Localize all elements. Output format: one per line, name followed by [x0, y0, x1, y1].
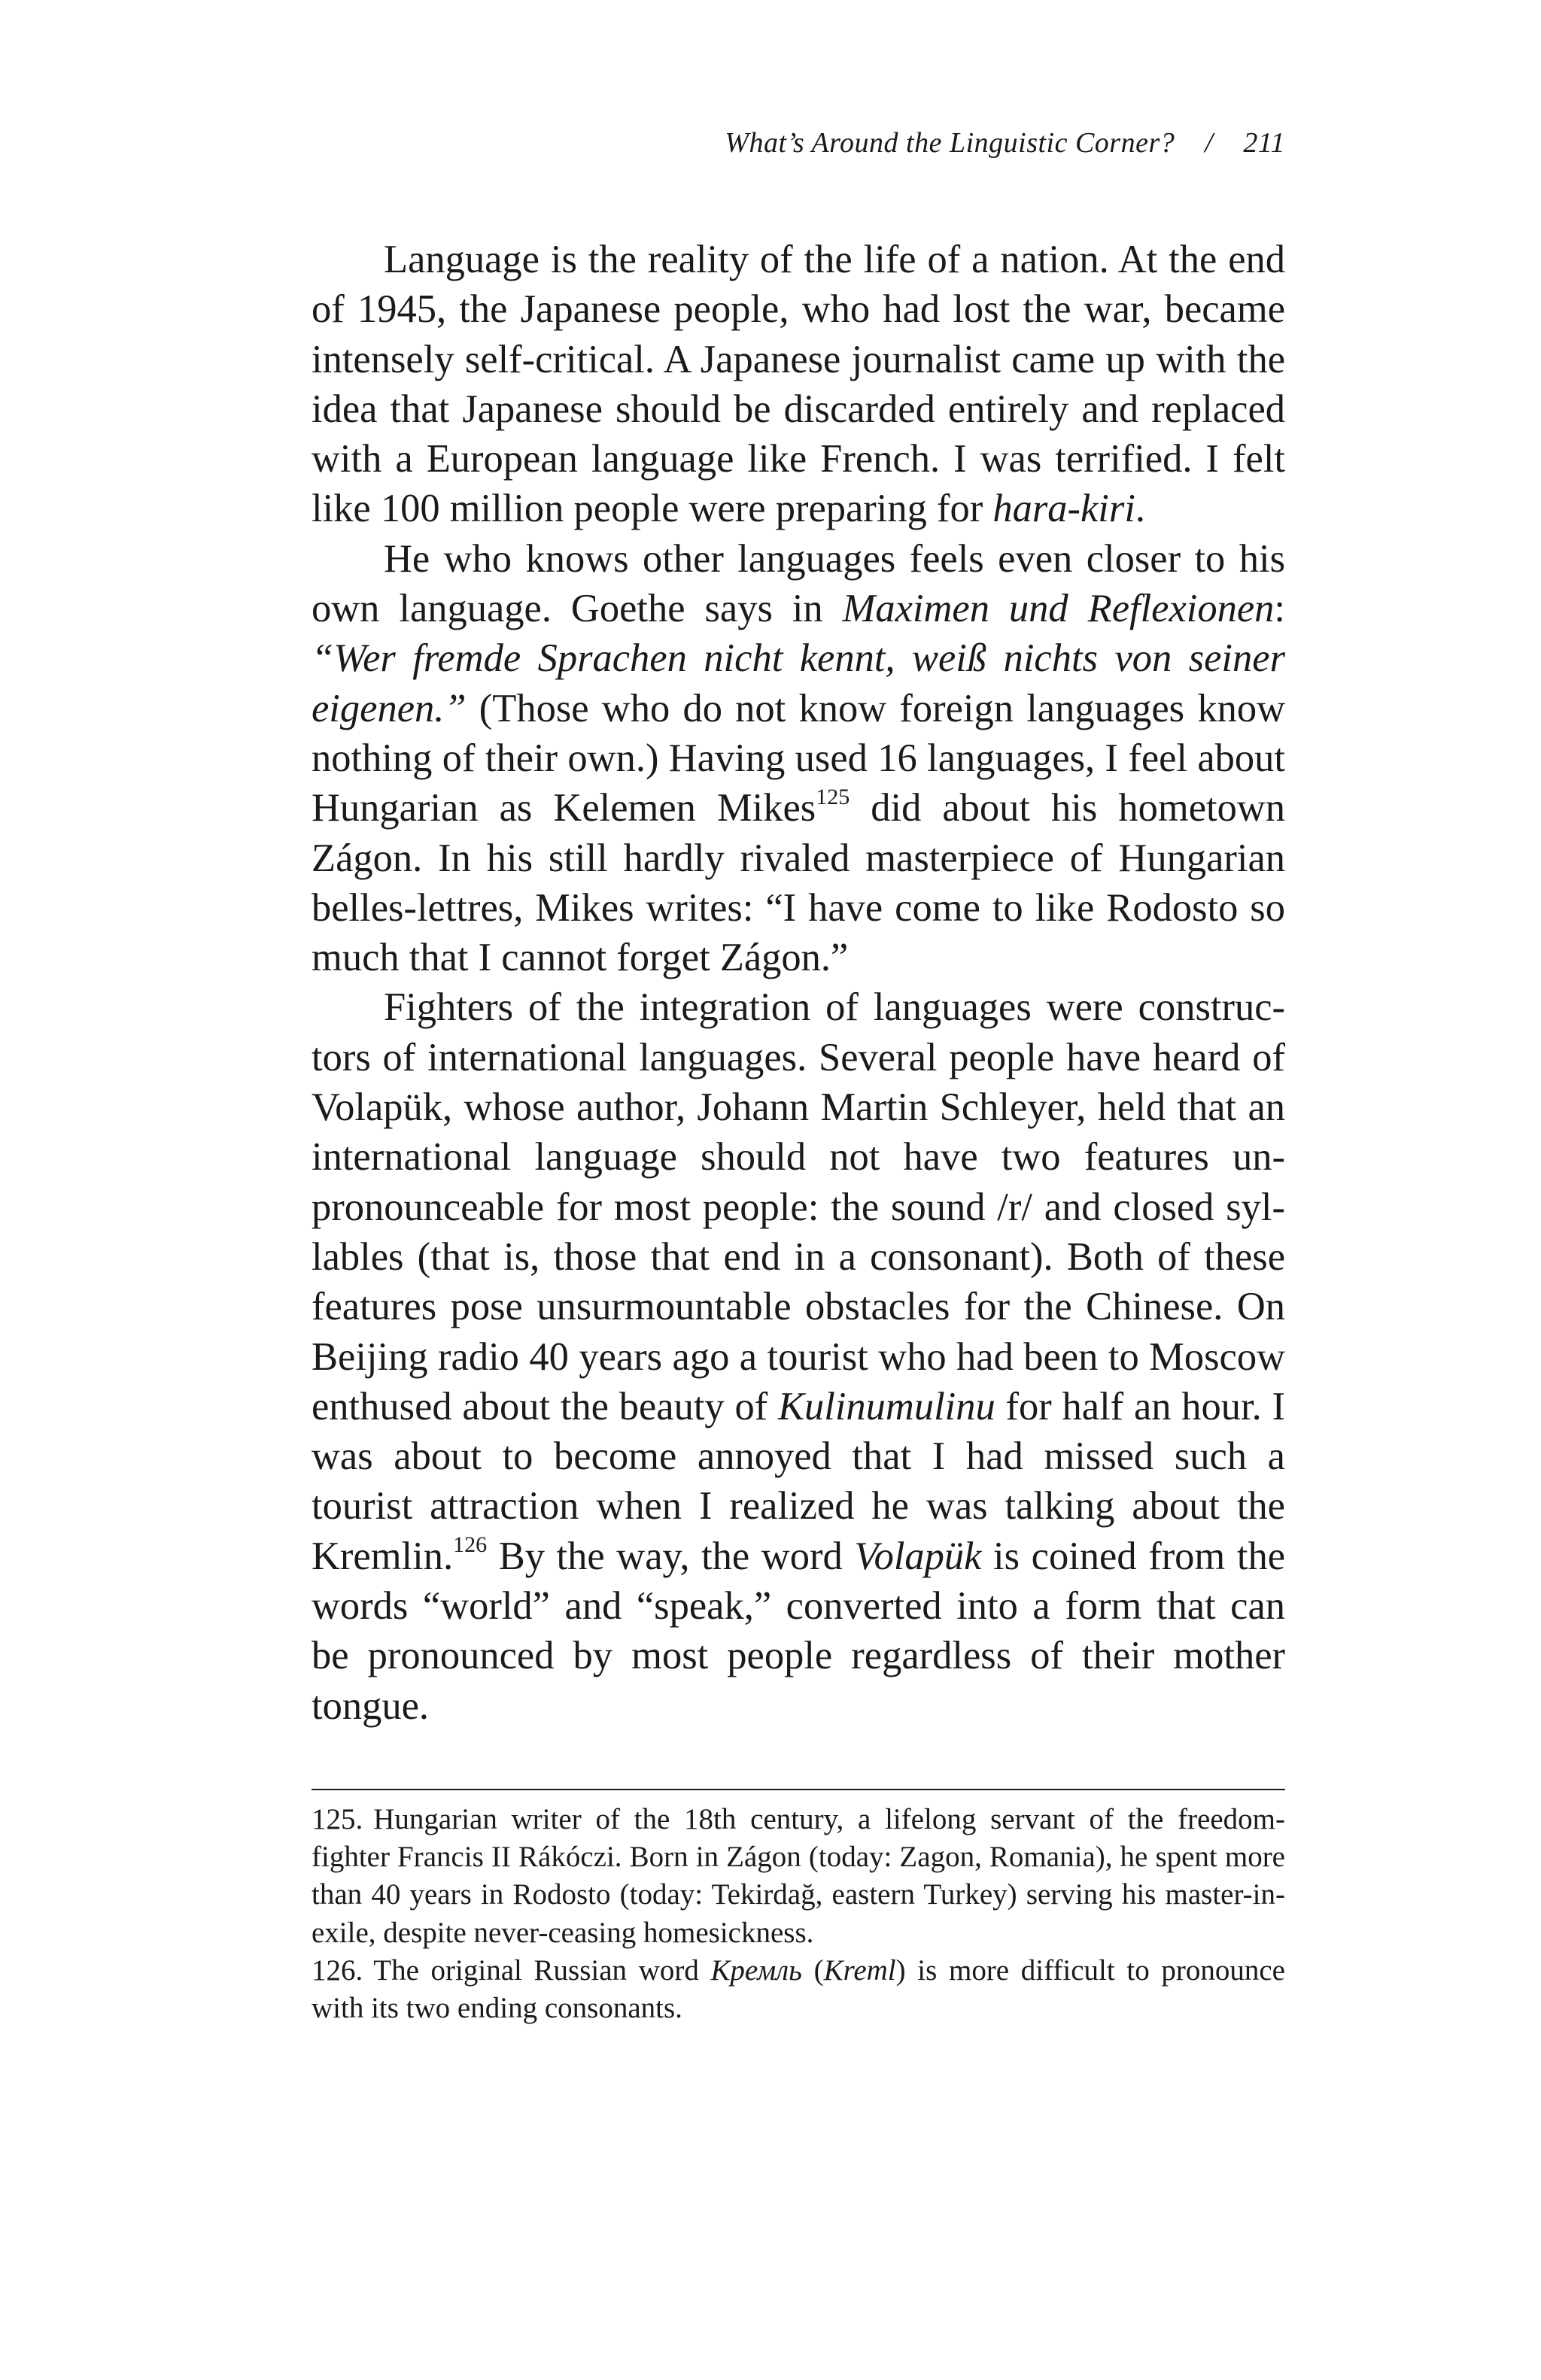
footnote-marker: 125: [816, 784, 850, 809]
text-run: ) is more difficult to pronounce with its two ending consonants.: [312, 1953, 1285, 2025]
italic-text: hara-kiri: [992, 487, 1135, 531]
footnote-divider: [312, 1789, 1285, 1790]
footnote-marker: 126: [453, 1532, 488, 1558]
text-run: for half an hour. I was about to become annoyed that I had missed such a tourist attraction when I realized he was talking about the Kremlin.: [312, 1384, 1285, 1578]
italic-text: Maximen und Reflexionen: [842, 587, 1275, 631]
italic-text: “Wer fremde Sprachen nicht kennt, weiß nichts von seiner eigenen.”: [312, 636, 1285, 730]
footnote-text: [312, 1954, 1285, 2024]
italic-text: Kreml: [823, 1953, 896, 1987]
paragraph: [312, 235, 1285, 534]
paragraph: [312, 982, 1285, 1730]
italic-text: Кремль: [710, 1953, 802, 1987]
italic-text: Kulinumulinu: [777, 1384, 995, 1428]
text-run: :: [1274, 587, 1286, 631]
page-number: 211: [1243, 127, 1285, 159]
body-text: [312, 235, 1285, 1731]
running-head-title: What’s Around the Linguistic Corner?: [725, 127, 1175, 159]
text-run: He who knows other languages feels even closer to his own language. Goethe says in: [312, 536, 1285, 631]
footnote-number: 125.: [312, 1803, 363, 1835]
text-run: (Those who do not know foreign languages know nothing of their own.) Having used 16 languages, I feel about Hungarian as Kelemen Mikes: [312, 686, 1285, 830]
footnotes: [312, 1801, 1285, 2027]
paragraph: [312, 534, 1285, 983]
text-run: (: [801, 1953, 824, 1987]
running-head-separator: /: [1205, 127, 1214, 159]
text-run: is coined from the words “world” and “speak,” converted into a form that can be pronounced by most people regardless of their mother tongue.: [312, 1534, 1285, 1728]
text-run: By the way, the word: [487, 1534, 855, 1578]
footnote: [312, 1952, 1285, 2027]
text-run: Fighters of the integration of languages were constructors of international languages. Several people have heard of Volapük, whose author, Johann Martin Schleyer, held that an international language should not have two features unpronounceable for most people: the sound /r/ and closed syllables (that is, those that end in a consonant). Both of these features pose unsurmountable obstacles for the Chinese. On Beijing radio 40 years ago a tourist who had been to Moscow enthused about the beauty of: [312, 985, 1285, 1428]
text-run: .: [1135, 487, 1146, 531]
footnote-text: [312, 1803, 1285, 1949]
text-run: The original Russian word: [373, 1953, 711, 1987]
text-run: did about his hometown Zágon. In his still hardly rivaled masterpiece of Hungarian belles-lettres, Mikes writes: “I have come to like Rodosto so much that I cannot forget Zágon.”: [312, 786, 1286, 980]
italic-text: Volapük: [854, 1534, 982, 1578]
text-run: Language is the reality of the life of a nation. At the end of 1945, the Japanese people, who had lost the war, became intensely self-critical. A Japanese journalist came up with the idea that Japanese should be discarded entirely and replaced with a European language like French. I was terrified. I felt like 100 million people were preparing for: [312, 238, 1285, 531]
running-head: [725, 126, 1285, 159]
text-run: Hungarian writer of the 18th century, a lifelong servant of the freedom-fighter Francis II Rákóczi. Born in Zágon (today: Zagon, Romania), he spent more than 40 years in Rodosto (today: Tekirdağ, eastern Turkey) serving his master-in-exile, despite never-ceasing homesickness.: [312, 1803, 1285, 1949]
footnote: [312, 1801, 1285, 1952]
footnote-number: 126.: [312, 1953, 363, 1987]
